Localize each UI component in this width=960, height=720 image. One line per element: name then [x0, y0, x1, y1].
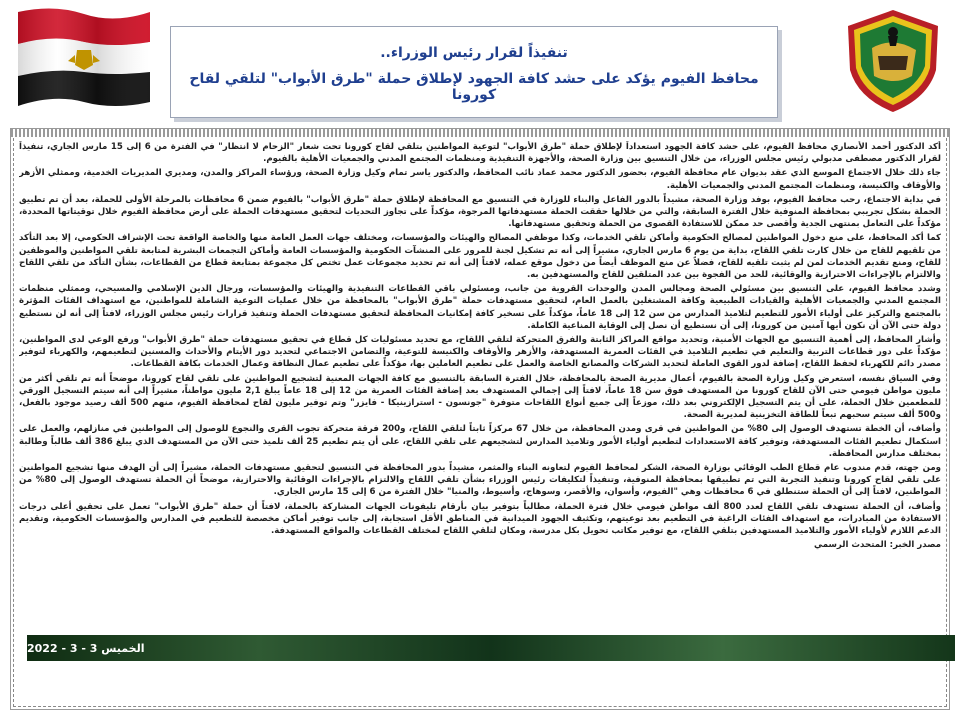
article-paragraph: وأضاف، أن الخطة تستهدف الوصول إلى 80% من المواطنين في قرى ومدن المحافظة، من خلال 67 مركزاً ثابتاً لتلقي اللقاح، و200 فرقة متحركة تجوب القرى والنجوع للوصول إلى المواطنين في منازلهم، والعمل على استكمال تطعيم الفئات المستهدفة، وتوفير كافة الاستعدادات لتطعيم أولياء الأمور وتلاميذ المدارس لتشجيعهم على تلقي اللقاح، على أن يتم تطعيم 25 ألف تلميذ حتى الآن من المستهدف الذي يبلغ 386 ألف طالباً وطالبة بمختلف مدارس المحافظة.	[19, 424, 941, 459]
article-paragraph: كما أكد المحافظ، على منع دخول المواطنين لمصالح الحكومية وأماكن تلقي الخدمات، وكذا موظفي المصالح والهيئات والمؤسسات، ومختلف جهات العمل العامة منها والخاصة الواقعة تحت الإشراف الحكومي، إلا بعد التأكد من تلقيهم للقاح من خلال كارت تلقي اللقاح، بداية من يوم 6 مارس الجاري، مشيراً إلى أنه تم تشكيل لجنة للمرور على المنشآت الحكومية والمؤسسات العامة وأماكن التجمعات البشرية لمتابعة تلقي المواطنين والموظفين للقاح، ومنع تقديم الخدمات لمن لم يثبت تلقيه للقاح، فضلاً عن منع الموظف أيضاً من دخول موقع عمله، لافتاً إلى أنه تم تحديد مجموعات عمل تختص كل مجموعة بمتابعة قطاع من القطاعات، بشأن التأكد من تلقي اللقاح والالتزام بالإجراءات الاحترازية والوقائية، للحد من الفجوة بين عدد المتلقين للقاح والمستهدفين به.	[19, 233, 941, 281]
headline-line-1: تنفيذاً لقرار رئيس الوزراء..	[380, 45, 568, 61]
article-source: مصدر الخبر: المتحدث الرسمي	[814, 540, 941, 551]
header-title-box	[170, 26, 778, 118]
article-paragraph: وأضاف، أن الحملة تستهدف تلقي اللقاح لعدد 800 ألف مواطن فيومي خلال فترة الحملة، مطالباً بتوفير بيان بأرقام تليفونات الجهات المشاركة بالحملة، لافتاً أن حملة "طرق الأبواب" تعمل على تحقيق أعلى درجات الاستفادة من المبادرات، مع استهداف الفئات الراغبة في التطعيم بعد توعيتهم، وتكثيف الجهود الميدانية في المناطق الأقل استجابة، إلى جانب توفير أماكن مخصصة للتطعيم في المدارس والمؤسسات الحكومية، وتقديم الدعم اللازم لأولياء الأمور والتلاميذ المستهدفين بتلقي اللقاح، مع توفير مكاتب تحويل بكل مدرسة، ومكان لتلقي اللقاح لمختلف القطاعات والمواقع المستهدفة.	[19, 501, 941, 537]
article-paragraph: ومن جهته، قدم مندوب عام قطاع الطب الوقائي بوزارة الصحة، الشكر لمحافظ الفيوم لتعاونه البناء والمثمر، مشيداً بدور المحافظة في التنسيق لتحقيق مستهدفات الحملة، مشيراً إلى أن الهدف منها تشجيع المواطنين على تلقي لقاح كورونا وتنفيذ التجربة التي تم تطبيقها بمحافظة المنوفية، وتنفيذاً لتكليفات رئيس الوزراء بشأن تلقي اللقاح والالتزام بالإجراءات الوقائية والاحترازية، موضحاً أن الحملة تستهدف الوصول إلى 80% من المواطنين، لافتاً إلى أن الحملة ستنطلق في 6 محافظات وهي "الفيوم، وأسوان، والأقصر، وسوهاج، وأسيوط، والمنيا" خلال الفترة من 6 إلى 15 مارس الجاري.	[19, 463, 941, 498]
article-frame	[10, 128, 950, 710]
frame-top-border	[11, 129, 949, 137]
footer-date-bar	[27, 635, 955, 661]
footer-date: الخميس 3 - 3 - 2022	[27, 641, 145, 655]
article-paragraph: وشدد محافظ الفيوم، على التنسيق بين مسئولي الصحة ومجالس المدن والوحدات القروية من جانب، ومسئولي باقي القطاعات التنفيذية والهيئات والمؤسسات، ورجال الدين الإسلامي والمسيحي، وممثلي منظمات المجتمع المدني والجمعيات الأهلية والقيادات الطبيعية وكافة المشتغلين بالعمل العام، لتحقيق مستهدفات حملة "طرق الأبواب" بالمحافظة من خلال عمليات التوعية الشاملة للمواطنين، مع استهداف الفئات المؤثرة بالمجتمع والتركيز على أولياء الأمور للتطعيم لتلاميذ المدارس من سن 12 إلى 18 عاماً، مؤكداً على تسخير كافة إمكانيات المحافظة لتحقيق مستهدفات الحملة وتنفيذ قرارات رئيس مجلس الوزراء، لافتاً إلى أنه لن نستطيع دولة حتى الآن أن نكون أيها آمنين من كورونا، إلى أن نستطيع أن نصل إلى الوقاية المناعية الكاملة.	[19, 284, 941, 331]
headline-line-2: محافظ الفيوم يؤكد على حشد كافة الجهود لإطلاق حملة "طرق الأبواب" لتلقي لقاح كورونا	[189, 71, 759, 103]
article-paragraph: وفي السياق نفسه، استعرض وكيل وزارة الصحة بالفيوم، أعمال مديرية الصحة بالمحافظة، خلال الفترة السابقة بالتنسيق مع كافة الجهات المعنية لتشجيع المواطنين على تلقي لقاح كورونا، موضحاً أنه تم تلقي أكثر من مليون مواطن فيومي حتى الآن للقاح كورونا من المستهدف فوق سن 18 عاماً، لافتاً إلى إجمالي المستهدف بعد إضافة الفئات العمرية من 12 إلى 18 عاماً يبلغ 2,1 مليون مواطناً، مشيراً إلى أنه سيتم التسجيل الورقي للمطعمين خلال الحملة، على أن يتم التسجيل الإلكتروني بعد ذلك، موزعاً إلى جميع أنواع اللقاحات متوفرة "جونسون - استرازينيكا - فايزر" وتم توفير مليون لقاح لمحافظة الفيوم، منهم 500 ألف رصيد موجود بالفعل، و500 ألف سيتم سحبهم تبعاً للطاقة التخزينية لمديرية الصحة.	[19, 373, 941, 421]
article-paragraph: وأشار المحافظ، إلى أهمية التنسيق مع الجهات الأمنية، وتحديد مواقع المراكز الثابتة والفرق المتحركة لتلقي اللقاح، مع تحديد مسئوليات كل قطاع في تحقيق مستهدفات حملة "طرق الأبواب" ورفع الوعي لدى المواطنين، مؤكداً على دور قطاعات التربية والتعليم في تطعيم التلاميذ في الفئات العمرية المستهدفة، والأزهر والأوقاف والكنيسة للتوعية، والتضامن الاجتماعي لتحديد دور الأيتام والأحداث والمسنين لتطعيمهم، والكهرباء لتوفير مصدر دائم للكهرباء لحفظ اللقاح، إضافة لدور القوى العاملة لتحديد الشركات والمصانع الخاصة والعمل على تطعيم العاملين بها، مؤكداً على تطعيم عمال النظافة وعمال الخدمات بكافة القطاعات.	[19, 335, 941, 370]
article-body	[19, 141, 941, 601]
fayoum-governorate-logo	[838, 6, 948, 116]
article-paragraph: جاء ذلك خلال الاجتماع الموسع الذي عقد بديوان عام محافظة الفيوم، بحضور الدكتور محمد عماد نائب المحافظ، والدكتور ياسر تمام وكيل وزارة الصحة، ورؤساء المراكز والمدن، ومديري المديريات الخدمية، وممثلي الأزهر والأوقاف والكنيسة، ومنظمات المجتمع المدني والجمعيات الأهلية.	[19, 168, 941, 191]
article-paragraph: أكد الدكتور أحمد الأنصاري محافظ الفيوم، على حشد كافة الجهود استعداداً لإطلاق حملة "طرق الأبواب" لتوعية المواطنين بتلقي لقاح كورونا تحت شعار "الزحام لا انتظار" في الفترة من 6 إلى 15 مارس الجاري، تنفيذاً لقرار الدكتور مصطفى مدبولي رئيس مجلس الوزراء، من خلال التنسيق بين وزارة الصحة، والأجهزة التنفيذية ومنظمات المجتمع المدني والجمعيات الأهلية بالفيوم.	[19, 142, 941, 165]
egypt-flag-icon	[14, 6, 154, 110]
article-paragraph: في بداية الاجتماع، رحب محافظ الفيوم، بوفد وزارة الصحة، مشيداً بالدور الفاعل والبناء للوزارة في التنسيق مع المحافظة لإطلاق حملة "طرق الأبواب" بالفيوم ضمن 6 محافظات بالمرحلة الأولى للحملة، بعد أن تم تطبيق الحملة بشكل تجريبي بمحافظة المنوفية خلال الفترة السابقة، والتي من خلالها حققت الحملة مستهدفاتها المرجوة، مؤكداً على تجاوز التحديات لتحقيق مستهدفات الحملة على أرض محافظة الفيوم خلال توقيتاتها المحددة، مؤكداً على التعامل بمنتهى الجدية وأقصى حد ممكن للاستفادة القصوى من الحملة وتحقيق مستهدفاتها.	[19, 194, 941, 230]
